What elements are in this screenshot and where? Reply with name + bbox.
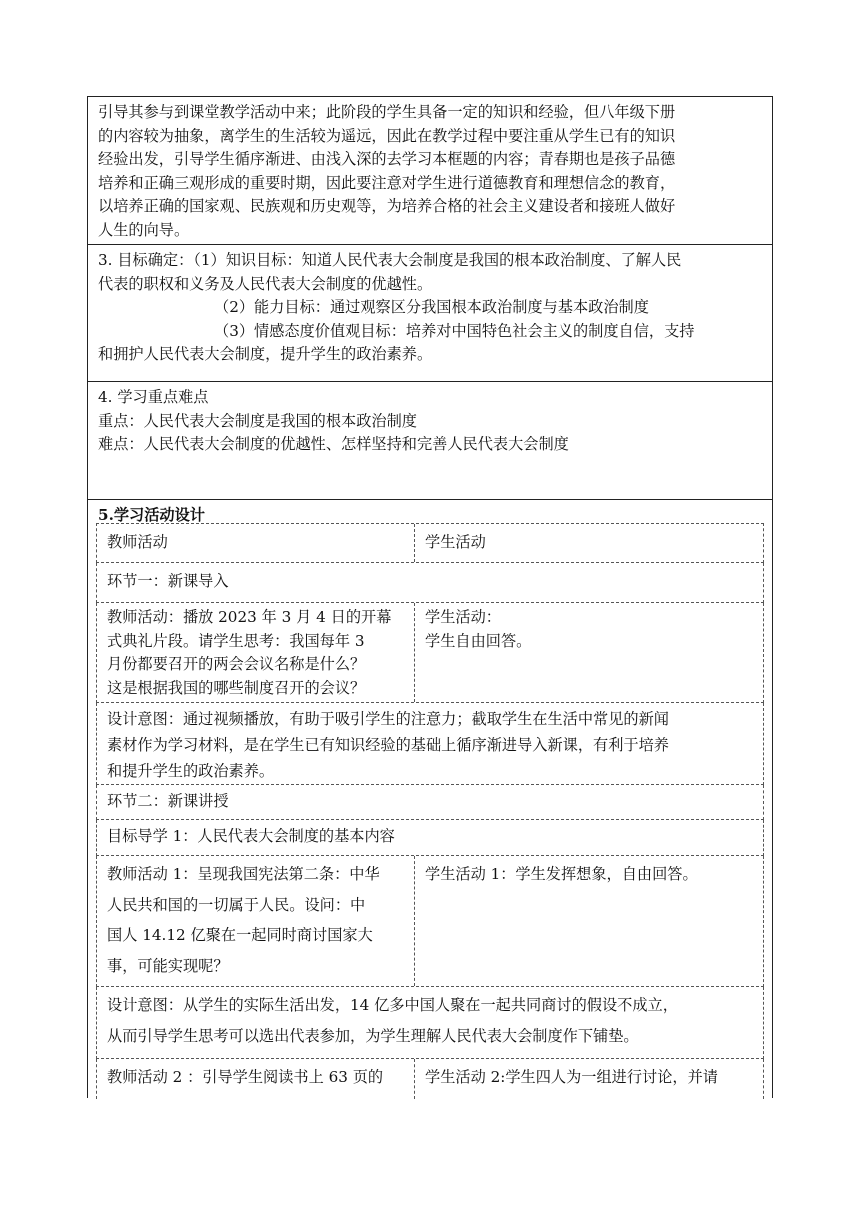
- intent-row-2: [96, 987, 764, 1059]
- goal1-label: 目标导学 1：人民代表大会制度的基本内容: [107, 827, 395, 845]
- header-teacher: 教师活动: [97, 524, 415, 562]
- activity-row-1: [96, 603, 764, 703]
- student-activity-1: 学生活动： 学生自由回答。: [425, 608, 532, 650]
- lesson-plan-table: [87, 96, 773, 1098]
- activity-row-2: [96, 856, 764, 987]
- intro-line: 的内容较为抽象，离学生的生活较为遥远，因此在教学过程中要注重从学生已有的知识: [98, 126, 676, 145]
- key-point-difficulty: 难点：人民代表大会制度的优越性、怎样坚持和完善人民代表大会制度: [98, 435, 569, 453]
- activity-design-heading: 5.学习活动设计: [98, 506, 205, 524]
- header-student: 学生活动: [425, 533, 486, 551]
- stage1-label: 环节一：新课导入: [107, 572, 229, 590]
- goals-line: 代表的职权和义务及人民代表大会制度的优越性。: [98, 274, 433, 293]
- student-activity-2: 学生活动 1：学生发挥想象，自由回答。: [425, 865, 698, 883]
- key-point-focus: 重点：人民代表大会制度是我国的根本政治制度: [98, 411, 417, 430]
- goals-line: （2）能力目标：通过观察区分我国根本政治制度与基本政治制度: [214, 298, 649, 316]
- intro-line: 引导其参与到课堂教学活动中来；此阶段的学生具备一定的知识和经验，但八年级下册: [98, 103, 676, 121]
- goal1-row: [96, 820, 764, 856]
- stage2-row: [96, 785, 764, 820]
- teacher-activity-2: 教师活动 1：呈现我国宪法第二条：中华 人民共和国的一切属于人民。设问：中 国人 14.12 亿聚在一起同时商讨国家大 事，可能实现呢？: [97, 856, 415, 986]
- goals-line: 3. 目标确定：（1）知识目标：知道人民代表大会制度是我国的根本政治制度、了解人民: [98, 251, 682, 269]
- goals-line: （3）情感态度价值观目标：培养对中国特色社会主义的制度自信，支持: [214, 321, 695, 340]
- student-activity-3: 学生活动 2:学生四人为一组进行讨论，并请: [425, 1068, 718, 1086]
- goals-section: [88, 245, 772, 382]
- stage1-row: [96, 563, 764, 603]
- intro-line: 人生的向导。: [98, 220, 190, 239]
- goals-line: 和拥护人民代表大会制度，提升学生的政治素养。: [98, 345, 433, 363]
- key-points-heading: 4. 学习重点难点: [98, 388, 209, 406]
- header-row: [96, 523, 764, 563]
- intro-line: 经验出发，引导学生循序渐进、由浅入深的去学习本框题的内容；青春期也是孩子品德: [98, 150, 676, 168]
- stage2-label: 环节二：新课讲授: [107, 792, 229, 810]
- activity-row-3: [96, 1059, 764, 1099]
- intro-line: 培养和正确三观形成的重要时期，因此要注意对学生进行道德教育和理想信念的教育，: [98, 173, 676, 192]
- design-intent-1: 设计意图：通过视频播放，有助于吸引学生的注意力；截取学生在生活中常见的新闻 素材作为学习材料，是在学生已有知识经验的基础上循序渐进导入新课，有利于培养 和提升学生的政治素养。: [107, 710, 669, 780]
- design-intent-2: 设计意图：从学生的实际生活出发，14 亿多中国人聚在一起共同商讨的假设不成立， 从而引导学生思考可以选出代表参加，为学生理解人民代表大会制度作下铺垫。: [107, 996, 678, 1045]
- key-points-section: [88, 382, 772, 500]
- intent-row-1: [96, 703, 764, 785]
- teacher-activity-3: 教师活动 2 ：引导学生阅读书上 63 页的: [97, 1059, 415, 1099]
- intro-line: 以培养正确的国家观、民族观和历史观等，为培养合格的社会主义建设者和接班人做好: [98, 197, 676, 215]
- intro-section: [88, 97, 772, 245]
- teacher-activity-1: 教师活动：播放 2023 年 3 月 4 日的开幕 式典礼片段。请学生思考：我国每年 3 月份都要召开的两会会议名称是什么？ 这是根据我国的哪些制度召开的会议？: [97, 603, 415, 702]
